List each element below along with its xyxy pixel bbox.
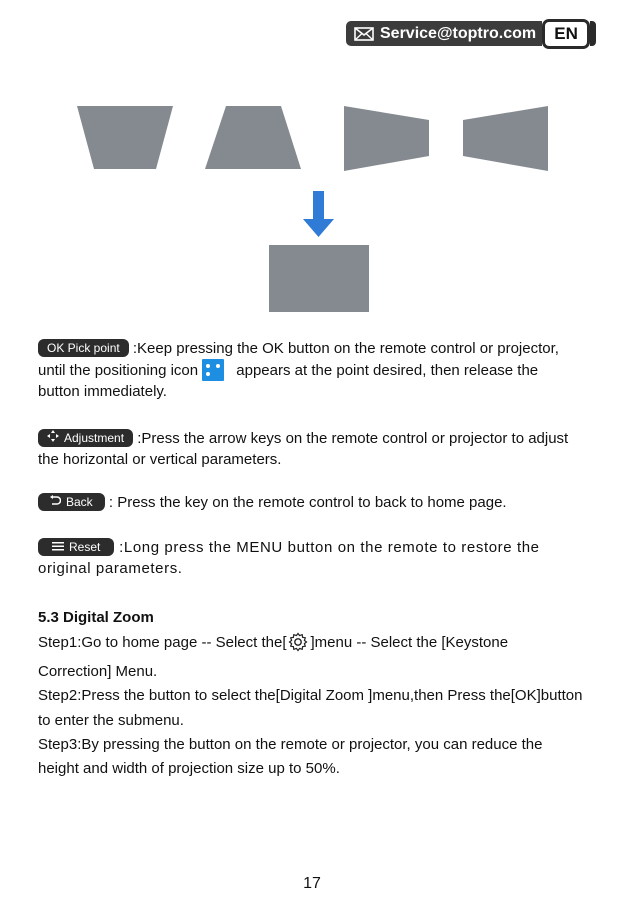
language-badge-cap <box>590 21 596 46</box>
back-arrow-icon <box>50 493 61 511</box>
section-title: 5.3 Digital Zoom <box>38 609 154 626</box>
step-2: Step2:Press the button to select the[Digital Zoom ]menu,then Press the[OK]button to enter the submenu. <box>38 687 583 729</box>
service-email-badge <box>346 21 542 46</box>
back-key: Back <box>38 493 105 511</box>
trapezoid-tall-right <box>463 106 548 171</box>
corrected-rectangle <box>269 245 369 312</box>
step-1: Step1:Go to home page -- Select the[ ]menu -- Select the [Keystone Correction] Menu. <box>38 634 509 681</box>
keystone-illustration <box>0 100 624 315</box>
envelope-icon <box>354 27 374 41</box>
service-email: Service@toptro.com <box>380 24 537 42</box>
step-3: Step3:By pressing the button on the remote or projector, you can reduce the height and width of projection size up to 50%. <box>38 735 543 778</box>
down-arrow-icon <box>303 191 334 237</box>
reset-paragraph: Reset :Long press the MENU button on the remote to restore the original parameters. <box>38 539 540 577</box>
arrows-icon <box>47 429 59 447</box>
page-number: 17 <box>303 875 321 892</box>
steps-block <box>38 631 583 781</box>
back-paragraph: Back : Press the key on the remote control to back to home page. <box>38 492 578 513</box>
trapezoid-wide-top <box>77 106 173 169</box>
positioning-icon <box>202 359 224 381</box>
ok-pick-point-key: OK Pick point <box>38 339 129 357</box>
reset-key: Reset <box>38 538 114 556</box>
service-header <box>346 19 596 49</box>
adjustment-paragraph: Adjustment :Press the arrow keys on the remote control or projector to adjust the horizontal or vertical parameters. <box>38 430 569 468</box>
settings-gear-icon <box>288 632 308 660</box>
pick-point-paragraph: OK Pick point :Keep pressing the OK button on the remote control or projector, until the positioning icon appears at the point desired, then release the button immediately. <box>38 340 559 400</box>
menu-lines-icon <box>52 538 64 556</box>
trapezoid-tall-left <box>344 106 429 171</box>
language-badge: EN <box>542 19 590 49</box>
adjustment-key: Adjustment <box>38 429 133 447</box>
trapezoid-wide-bottom <box>205 106 301 169</box>
